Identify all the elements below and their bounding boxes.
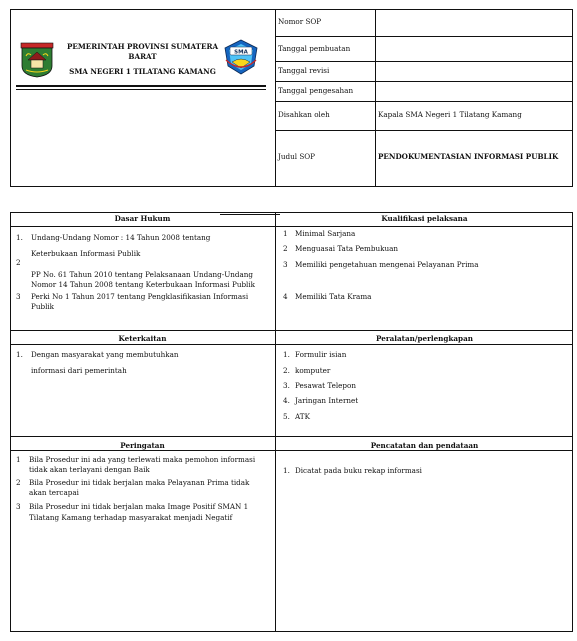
list-item-num: 3	[16, 502, 21, 511]
list-item-num: 2.	[283, 366, 290, 375]
list-item: Keterbukaan Informasi Publik	[31, 249, 141, 258]
list-item-num: 3	[283, 260, 288, 269]
school-logo-text: SMA	[234, 49, 248, 56]
list-item: Publik	[31, 302, 55, 311]
list-item-num: 5.	[283, 412, 290, 421]
list-item: Bila Prosedur ini tidak berjalan maka Pelayanan Prima tidak	[29, 478, 250, 487]
list-item: Tilatang Kamang terhadap masyarakat menjadi Negatif	[29, 513, 233, 522]
label-tanggal-pembuatan: Tanggal pembuatan	[278, 44, 351, 53]
list-item-num: 2	[283, 244, 288, 253]
list-item: Perki No 1 Tahun 2017 tentang Pengklasifikasian Informasi	[31, 292, 249, 301]
list-item: ATK	[295, 412, 310, 421]
list-item: Minimal Sarjana	[295, 229, 356, 238]
section-title-dasar-hukum: Dasar Hukum	[114, 214, 171, 223]
value-judul-sop: PENDOKUMENTASIAN INFORMASI PUBLIK	[378, 152, 559, 161]
label-tanggal-revisi: Tanggal revisi	[278, 66, 330, 75]
section-title-peringatan: Peringatan	[120, 441, 165, 450]
value-disahkan-oleh: Kapala SMA Negeri 1 Tilatang Kamang	[378, 110, 522, 119]
list-item-num: 2	[16, 478, 21, 487]
list-item-num: 1	[283, 229, 288, 238]
list-item: Nomor 14 Tahun 2008 tentang Keterbukaan Informasi Publik	[31, 280, 255, 289]
list-item: akan tercapai	[29, 488, 79, 497]
section-title-keterkaitan: Keterkaitan	[118, 334, 167, 343]
list-item-num: 1.	[16, 233, 23, 242]
list-item: Jaringan Internet	[295, 396, 359, 405]
list-item: informasi dari pemerintah	[31, 366, 127, 375]
list-item-num: 4	[283, 292, 288, 301]
org-name-line2: BARAT	[128, 52, 157, 61]
list-item: Bila Prosedur ini ada yang terlewati maka pemohon informasi	[29, 455, 256, 464]
list-item-num: 1	[16, 455, 21, 464]
list-item: PP No. 61 Tahun 2010 tentang Pelaksanaan Undang-Undang	[31, 270, 254, 279]
list-item-num: 1.	[283, 350, 290, 359]
list-item-num: 4.	[283, 396, 290, 405]
list-item: Memiliki pengetahuan mengenai Pelayanan Prima	[295, 260, 479, 269]
list-item: Memiliki Tata Krama	[295, 292, 372, 301]
label-disahkan-oleh: Disahkan oleh	[278, 110, 330, 119]
list-item-num: 1.	[283, 466, 290, 475]
label-nomor-sop: Nomor SOP	[278, 17, 322, 26]
list-item: Pesawat Telepon	[295, 381, 356, 390]
list-item-num: 2	[16, 258, 21, 267]
list-item-num: 3.	[283, 381, 290, 390]
list-item: Dengan masyarakat yang membutuhkan	[31, 350, 179, 359]
list-item: Bila Prosedur ini tidak berjalan maka Image Positif SMAN 1	[29, 502, 249, 511]
list-item: tidak akan terlayani dengan Baik	[29, 465, 150, 474]
label-tanggal-pengesahan: Tanggal pengesahan	[278, 86, 354, 95]
list-item: Formulir isian	[295, 350, 347, 359]
list-item: Dicatat pada buku rekap informasi	[295, 466, 422, 475]
list-item: Menguasai Tata Pembukuan	[295, 244, 399, 253]
list-item: komputer	[295, 366, 331, 375]
section-title-pencatatan: Pencatatan dan pendataan	[370, 441, 479, 450]
org-name-line1: PEMERINTAH PROVINSI SUMATERA	[66, 42, 219, 51]
province-logo	[20, 42, 54, 78]
list-item-num: 1.	[16, 350, 23, 359]
school-name: SMA NEGERI 1 TILATANG KAMANG	[69, 67, 216, 76]
list-item: Undang-Undang Nomor : 14 Tahun 2008 tentang	[31, 233, 211, 242]
school-logo	[222, 38, 260, 76]
section-title-kualifikasi: Kualifikasi pelaksana	[381, 214, 468, 223]
list-item-num: 3	[16, 292, 21, 301]
label-judul-sop: Judul SOP	[278, 152, 315, 161]
section-title-peralatan: Peralatan/perlengkapan	[376, 334, 473, 343]
